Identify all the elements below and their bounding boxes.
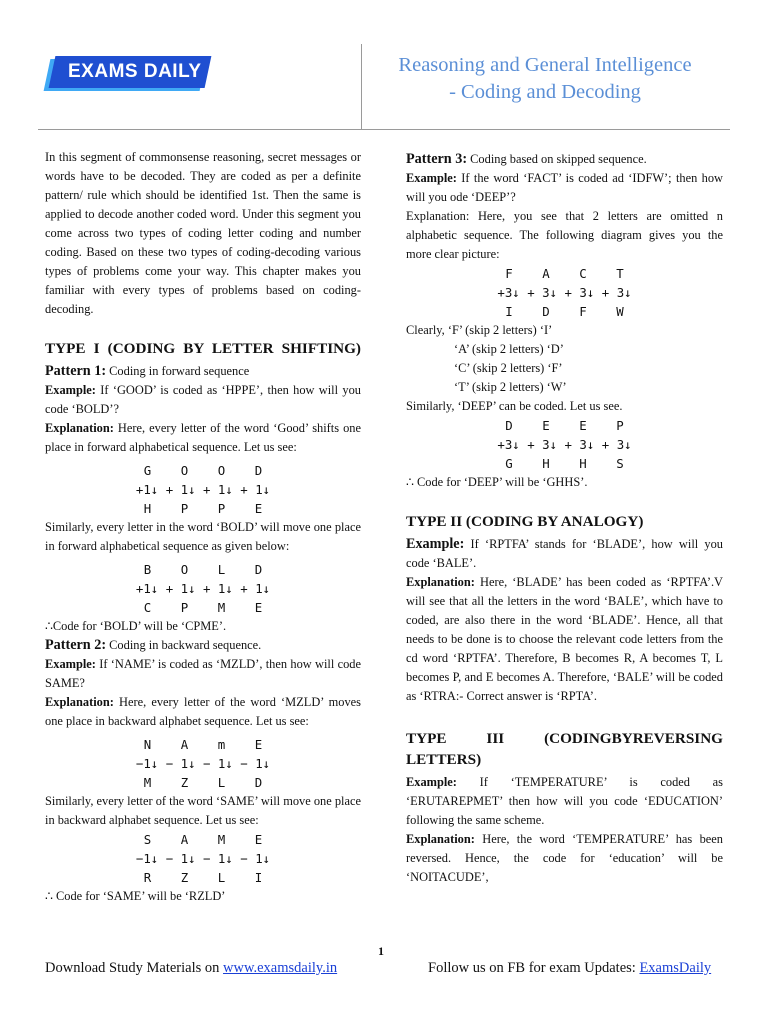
example-text: If the word ‘FACT’ is coded ad ‘IDFW’; then how will you ode ‘DEEP’? bbox=[406, 171, 723, 204]
example-text: If ‘NAME’ is coded as ‘MZLD’, then how will code SAME? bbox=[45, 657, 361, 690]
pattern2-explanation bbox=[45, 693, 361, 731]
letter: E bbox=[579, 418, 587, 433]
letter: C bbox=[143, 600, 152, 615]
skip-line: ‘T’ (skip 2 letters) ‘W’ bbox=[454, 380, 567, 394]
pattern3-example bbox=[406, 169, 723, 207]
pattern3-similar: Similarly, ‘DEEP’ can be coded. Let us see. bbox=[406, 399, 623, 413]
pattern3-heading bbox=[406, 150, 723, 169]
example-text: If ‘GOOD’ is coded as ‘HPPE’, then how will you code ‘BOLD’? bbox=[45, 383, 361, 416]
letter: D bbox=[254, 463, 263, 478]
letter: F bbox=[579, 304, 587, 319]
pattern2-desc: Coding in backward sequence. bbox=[106, 638, 262, 652]
website-link[interactable]: www.examsdaily.in bbox=[223, 960, 338, 976]
letter: E bbox=[542, 418, 550, 433]
pattern3-grid2-bottom bbox=[406, 454, 723, 473]
letter: L bbox=[217, 870, 226, 885]
type2-explanation bbox=[406, 573, 723, 706]
footer-right bbox=[428, 960, 711, 977]
header-divider-horizontal bbox=[38, 129, 730, 130]
letter: P bbox=[616, 418, 624, 433]
pattern1-grid1-bottom bbox=[45, 499, 361, 518]
letter: M bbox=[217, 600, 226, 615]
letter: L bbox=[217, 775, 226, 790]
letter: P bbox=[180, 501, 189, 516]
explanation-text: Here, every letter of the word ‘MZLD’ moves one place in backward alphabet sequence. Let us see: bbox=[45, 695, 361, 728]
pattern2-example bbox=[45, 655, 361, 693]
skip-line: ‘A’ (skip 2 letters) ‘D’ bbox=[454, 342, 564, 356]
letter: E bbox=[254, 832, 263, 847]
example-text: If ‘TEMPERATURE’ is coded as ‘ERUTAREPMET’ then how will you code ‘EDUCATION’ following the same scheme. bbox=[406, 775, 723, 827]
pattern2-result: ∴ Code for ‘SAME’ will be ‘RZLD’ bbox=[45, 889, 226, 903]
pattern1-explanation bbox=[45, 419, 361, 457]
example-label: Example: bbox=[406, 171, 457, 185]
letter: P bbox=[217, 501, 226, 516]
skip-line: ‘C’ (skip 2 letters) ‘F’ bbox=[454, 361, 563, 375]
type3-example bbox=[406, 773, 723, 830]
pattern3-grid1-ops: +3↓ + 3↓ + 3↓ + 3↓ bbox=[497, 285, 632, 300]
pattern3-result: ∴ Code for ‘DEEP’ will be ‘GHHS’. bbox=[406, 475, 588, 489]
letter: F bbox=[505, 266, 513, 281]
letter: C bbox=[579, 266, 587, 281]
facebook-link[interactable]: ExamsDaily bbox=[639, 960, 712, 976]
pattern1-desc: Coding in forward sequence bbox=[106, 364, 250, 378]
letter: S bbox=[616, 456, 624, 471]
letter: O bbox=[180, 463, 189, 478]
pattern2-grid1-ops: −1↓ − 1↓ − 1↓ − 1↓ bbox=[135, 756, 271, 771]
example-label: Example: bbox=[406, 536, 465, 552]
type1-heading: TYPE I (CODING BY LETTER SHIFTING) bbox=[45, 340, 361, 357]
letter: A bbox=[180, 737, 189, 752]
header-divider-vertical bbox=[361, 44, 362, 130]
pattern3-clearly: Clearly, ‘F’ (skip 2 letters) ‘I’ bbox=[406, 323, 553, 337]
footer-left bbox=[45, 960, 337, 977]
pattern2-grid1-bottom bbox=[45, 773, 361, 792]
right-column bbox=[406, 150, 723, 887]
pattern3-grid1-bottom bbox=[406, 302, 723, 321]
logo-text: EXAMS DAILY bbox=[68, 61, 202, 82]
footer-left-text: Download Study Materials on bbox=[45, 960, 224, 976]
letter: G bbox=[143, 463, 152, 478]
letter: L bbox=[217, 562, 226, 577]
letter: B bbox=[143, 562, 152, 577]
page-title-line1: Reasoning and General Intelligence bbox=[398, 54, 692, 76]
example-label: Example: bbox=[406, 775, 457, 789]
pattern1-heading bbox=[45, 362, 361, 381]
letter: E bbox=[254, 501, 263, 516]
letter: T bbox=[616, 266, 624, 281]
page-title-line2: - Coding and Decoding bbox=[449, 81, 641, 103]
explanation-label: Explanation: bbox=[406, 832, 475, 846]
explanation-text: Here, ‘BLADE’ has been coded as ‘RPTFA’.V will see that all the letters in the word ‘BALE’, which have to coded, are also there in the word ‘BLADE’. Hence, all that needs to be done is to choose the relevant code letters from the cd word ‘RPTFA’. Therefore, B becomes R, A becomes T, L becomes P, and E becomes A. Therefore, ‘BALE’ will be coded as ‘RTRA:- Correct answer is ‘RPTA’. bbox=[406, 575, 723, 703]
letter: N bbox=[143, 737, 152, 752]
page-title bbox=[372, 52, 718, 106]
explanation-label: Explanation: bbox=[406, 575, 475, 589]
letter: P bbox=[180, 600, 189, 615]
pattern1-grid1-top bbox=[45, 461, 361, 480]
pattern2-title: Pattern 2: bbox=[45, 637, 107, 653]
pattern2-grid2-top bbox=[45, 830, 361, 849]
letter: S bbox=[143, 832, 152, 847]
explanation-text: Here, the word ‘TEMPERATURE’ has been reversed. Hence, the code for ‘education’ will be ‘NOITACUDE’, bbox=[406, 832, 723, 884]
letter: G bbox=[505, 456, 513, 471]
type2-example bbox=[406, 535, 723, 573]
type2-heading: TYPE II (CODING BY ANALOGY) bbox=[406, 513, 644, 530]
pattern1-grid1-ops: +1↓ + 1↓ + 1↓ + 1↓ bbox=[135, 482, 271, 497]
explanation-label: Explanation: bbox=[45, 695, 114, 709]
letter: E bbox=[254, 600, 263, 615]
left-column bbox=[45, 148, 361, 906]
explanation-text: Here, every letter of the word ‘Good’ shifts one place in forward alphabetical sequence. Let us see: bbox=[45, 421, 361, 454]
logo bbox=[44, 48, 212, 90]
type3-heading: TYPE III (CODINGBYREVERSING LETTERS) bbox=[406, 730, 723, 768]
letter: I bbox=[254, 870, 263, 885]
pattern1-result: ∴Code for ‘BOLD’ will be ‘CPME’. bbox=[45, 619, 227, 633]
example-label: Example: bbox=[45, 383, 96, 397]
letter: R bbox=[143, 870, 152, 885]
letter: O bbox=[180, 562, 189, 577]
pattern3-explanation: Explanation: Here, you see that 2 letters are omitted n alphabetic sequence. The following diagram gives you the more clear picture: bbox=[406, 209, 723, 261]
letter: D bbox=[254, 562, 263, 577]
pattern1-grid2-ops: +1↓ + 1↓ + 1↓ + 1↓ bbox=[135, 581, 271, 596]
pattern3-desc: Coding based on skipped sequence. bbox=[467, 152, 647, 166]
pattern1-grid2-top bbox=[45, 560, 361, 579]
letter: m bbox=[217, 737, 226, 752]
pattern2-grid1-top bbox=[45, 735, 361, 754]
letter: Z bbox=[180, 775, 189, 790]
letter: H bbox=[542, 456, 550, 471]
footer-right-text: Follow us on FB for exam Updates: bbox=[428, 960, 640, 976]
pattern3-title: Pattern 3: bbox=[406, 151, 468, 167]
letter: E bbox=[254, 737, 263, 752]
letter: O bbox=[217, 463, 226, 478]
letter: M bbox=[217, 832, 226, 847]
letter: Z bbox=[180, 870, 189, 885]
pattern2-grid2-bottom bbox=[45, 868, 361, 887]
letter: H bbox=[143, 501, 152, 516]
pattern1-grid2-bottom bbox=[45, 598, 361, 617]
letter: I bbox=[505, 304, 513, 319]
example-text: If ‘RPTFA’ stands for ‘BLADE’, how will you code ‘BALE’. bbox=[406, 537, 723, 570]
explanation-label: Explanation: bbox=[45, 421, 114, 435]
pattern3-grid2-ops: +3↓ + 3↓ + 3↓ + 3↓ bbox=[497, 437, 632, 452]
page-number: 1 bbox=[378, 944, 384, 958]
letter: A bbox=[180, 832, 189, 847]
letter: D bbox=[505, 418, 513, 433]
pattern1-title: Pattern 1: bbox=[45, 363, 107, 379]
pattern2-grid2-ops: −1↓ − 1↓ − 1↓ − 1↓ bbox=[135, 851, 271, 866]
letter: A bbox=[542, 266, 550, 281]
intro-paragraph: In this segment of commonsense reasoning, secret messages or words have to be decoded. They are coded as per a definite pattern/ rule which should be identified 1st. Then the same is applied to decode another coded word. Under this segment you come across two types of coding letter coding and number coding. Based on these two types of coding-decoding various types of problems come your way. This chapter makes you familiar with every types of problems based on coding-decoding. bbox=[45, 150, 361, 316]
pattern3-grid2-top bbox=[406, 416, 723, 435]
letter: D bbox=[542, 304, 550, 319]
pattern2-similar: Similarly, every letter of the word ‘SAME’ will move one place in backward alphabet sequence. Let us see: bbox=[45, 794, 361, 827]
letter: M bbox=[143, 775, 152, 790]
pattern1-example bbox=[45, 381, 361, 419]
pattern1-similar: Similarly, every letter in the word ‘BOLD’ will move one place in forward alphabetical sequence as given below: bbox=[45, 520, 361, 553]
example-label: Example: bbox=[45, 657, 96, 671]
pattern2-heading bbox=[45, 636, 361, 655]
pattern3-grid1-top bbox=[406, 264, 723, 283]
type3-explanation bbox=[406, 830, 723, 887]
letter: W bbox=[616, 304, 624, 319]
letter: D bbox=[254, 775, 263, 790]
letter: H bbox=[579, 456, 587, 471]
